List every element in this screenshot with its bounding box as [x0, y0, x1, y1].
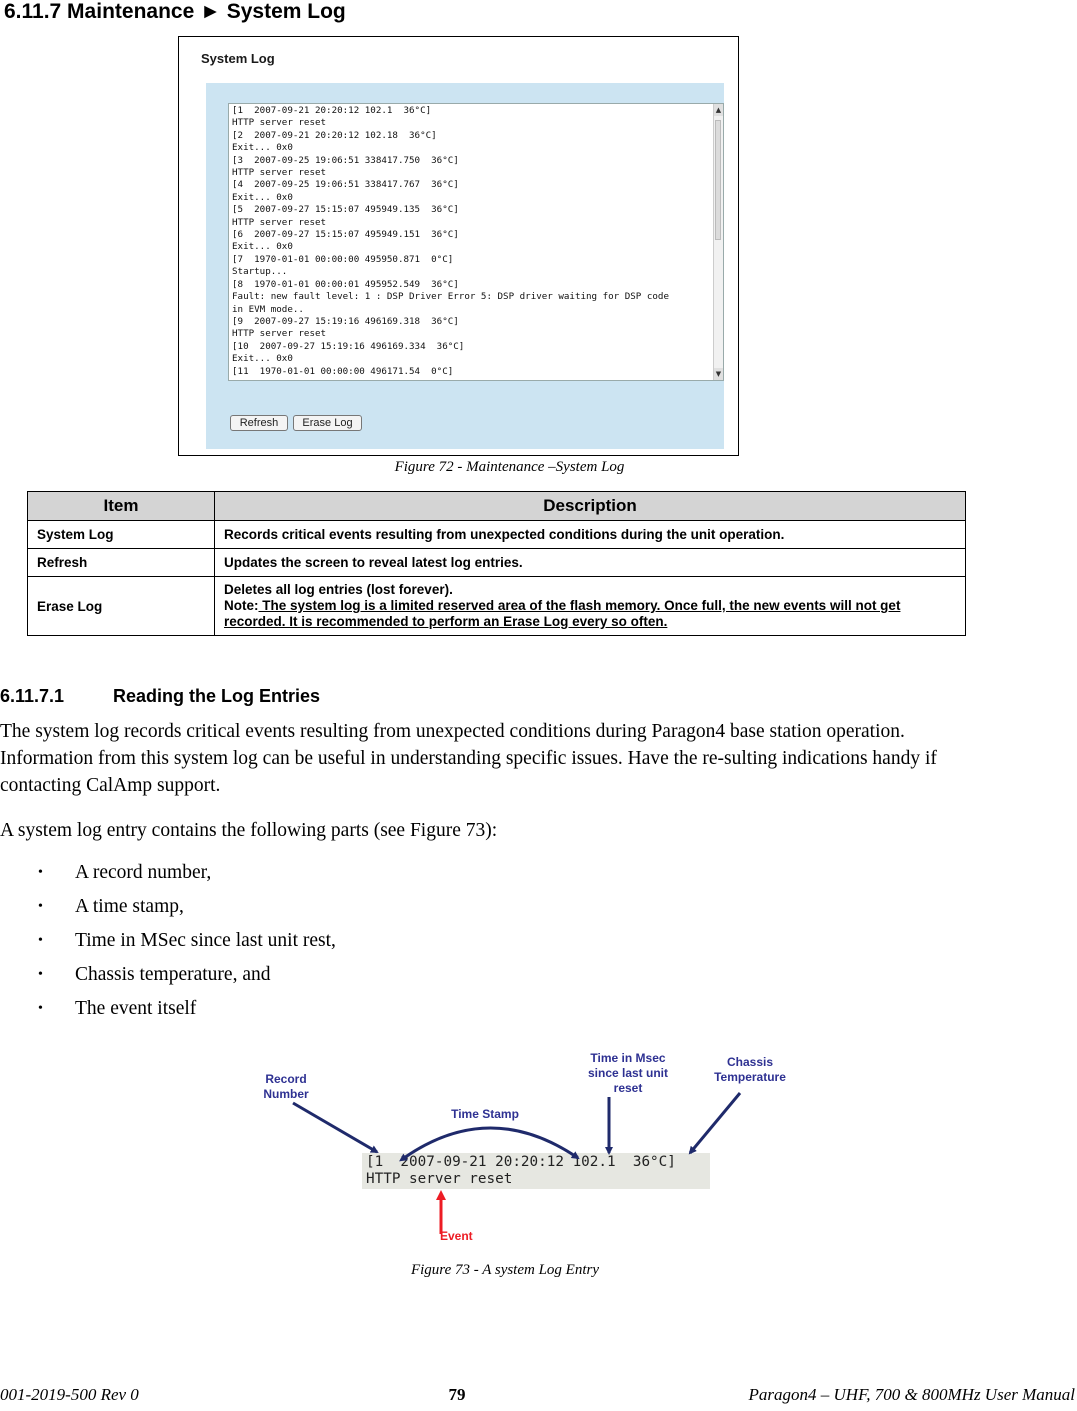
log-scrollbar[interactable] [713, 104, 723, 380]
label-line: Number [263, 1087, 309, 1101]
table-row [28, 549, 966, 577]
table-cell-desc [215, 577, 966, 636]
entry-line-1: [1 2007-09-21 20:20:12 102.1 36°C] [366, 1154, 676, 1170]
label-line: Chassis [726, 1055, 774, 1069]
log-lines [232, 105, 669, 378]
label-time-stamp: Time Stamp [451, 1107, 519, 1121]
table-row [28, 521, 966, 549]
log-line: [10 2007-09-27 15:19:16 496169.334 36°C] [232, 340, 465, 352]
log-line: Fault: new fault level: 1 : DSP Driver Error 5: DSP driver waiting for DSP code [232, 291, 669, 303]
log-textarea[interactable] [228, 103, 724, 381]
label-event: Event [440, 1229, 473, 1243]
subsection-title: Reading the Log Entries [113, 686, 321, 706]
erase-log-button[interactable]: Erase Log [293, 415, 362, 431]
log-line: HTTP server reset [232, 328, 327, 340]
scroll-down-icon[interactable]: ▼ [715, 370, 722, 378]
entry-line-2: HTTP server reset [366, 1171, 513, 1187]
table-header-row [28, 492, 966, 521]
list-item: • Time in MSec since last unit rest, [38, 926, 336, 960]
log-line: Exit... 0x0 [232, 142, 293, 154]
footer-page-number: 79 [448, 1385, 466, 1404]
system-log-panel [206, 83, 724, 449]
log-line: [1 2007-09-21 20:20:12 102.1 36°C] [232, 105, 432, 116]
item-description-table [27, 491, 966, 636]
paragraph-2: A system log entry contains the following parts (see Figure 73): [0, 820, 498, 841]
footer-manual-title: Paragon4 – UHF, 700 & 800MHz User Manual [748, 1385, 1075, 1404]
table-row [28, 577, 966, 636]
list-item: • The event itself [38, 994, 336, 1028]
log-line: Startup... [232, 266, 288, 278]
paragraph-1: The system log records critical events resulting from unexpected conditions during Paragon4 base station operation. Information from this system log can be useful in understanding specific issues. Have the re-sulting indications handy if contacting CalAmp support. [0, 721, 937, 796]
log-line: [11 1970-01-01 00:00:00 496171.54 0°C] [232, 365, 454, 377]
label-line: reset [613, 1081, 643, 1095]
log-line: [7 1970-01-01 00:00:00 495950.871 0°C] [232, 253, 454, 265]
list-item: • Chassis temperature, and [38, 960, 336, 994]
log-line: HTTP server reset [232, 216, 327, 228]
subsection-heading [0, 686, 320, 707]
table-cell-item: Refresh [28, 549, 215, 577]
table-cell-desc: Updates the screen to reveal latest log entries. [215, 549, 966, 577]
figure73-caption: Figure 73 - A system Log Entry [410, 1262, 600, 1278]
note-text: The system log is a limited reserved area of the flash memory. Once full, the new events will not get recorded. It is recommended to perform an Erase Log every so often. [224, 598, 901, 629]
label-line: since last unit [587, 1066, 669, 1080]
log-line: [2 2007-09-21 20:20:12 102.18 36°C] [232, 129, 437, 141]
refresh-button[interactable]: Refresh [230, 415, 288, 431]
arrow-time-stamp [404, 1128, 578, 1158]
erase-log-note [224, 598, 956, 630]
log-line: in EVM mode.. [232, 303, 304, 315]
table-cell-item: Erase Log [28, 577, 215, 636]
log-line: [6 2007-09-27 15:15:07 495949.151 36°C] [232, 229, 459, 241]
scroll-up-icon[interactable]: ▲ [715, 106, 722, 114]
label-line: Time in Msec [590, 1051, 666, 1065]
scroll-thumb[interactable] [715, 120, 721, 240]
entry-parts-list [38, 858, 336, 1028]
figure73-arrows [0, 1040, 1077, 1240]
label-line: Record [265, 1072, 307, 1086]
log-line: [3 2007-09-25 19:06:51 338417.750 36°C] [232, 154, 459, 166]
footer-doc-number: 001-2019-500 Rev 0 [0, 1385, 139, 1404]
log-line: Exit... 0x0 [232, 353, 293, 365]
system-log-window-title: System Log [201, 51, 275, 66]
log-line: Exit... 0x0 [232, 241, 293, 253]
col-item-header: Item [28, 492, 215, 521]
label-line: Temperature [714, 1070, 786, 1084]
arrow-record-number [293, 1103, 377, 1152]
log-line: HTTP server reset [232, 117, 327, 129]
arrow-chassis [690, 1093, 740, 1153]
log-line: Exit... 0x0 [232, 191, 293, 203]
section-heading: 6.11.7 Maintenance ► System Log [4, 0, 346, 23]
log-line: [8 1970-01-01 00:00:01 495952.549 36°C] [232, 278, 459, 290]
note-label: Note: [224, 598, 259, 613]
subsection-number: 6.11.7.1 [0, 686, 65, 706]
log-line: [9 2007-09-27 15:19:16 496169.318 36°C] [232, 315, 459, 327]
table-cell-desc: Records critical events resulting from unexpected conditions during the unit operation. [215, 521, 966, 549]
log-line: HTTP server reset [232, 167, 327, 179]
list-item: • A time stamp, [38, 892, 336, 926]
figure72-caption: Figure 72 - Maintenance –System Log [394, 459, 625, 475]
list-item: • A record number, [38, 858, 336, 892]
system-log-screenshot [178, 36, 739, 456]
erase-log-desc: Deletes all log entries (lost forever). [224, 582, 453, 597]
log-line: [5 2007-09-27 15:15:07 495949.135 36°C] [232, 204, 459, 216]
col-description-header: Description [215, 492, 966, 521]
log-line: [4 2007-09-25 19:06:51 338417.767 36°C] [232, 179, 459, 191]
table-cell-item: System Log [28, 521, 215, 549]
